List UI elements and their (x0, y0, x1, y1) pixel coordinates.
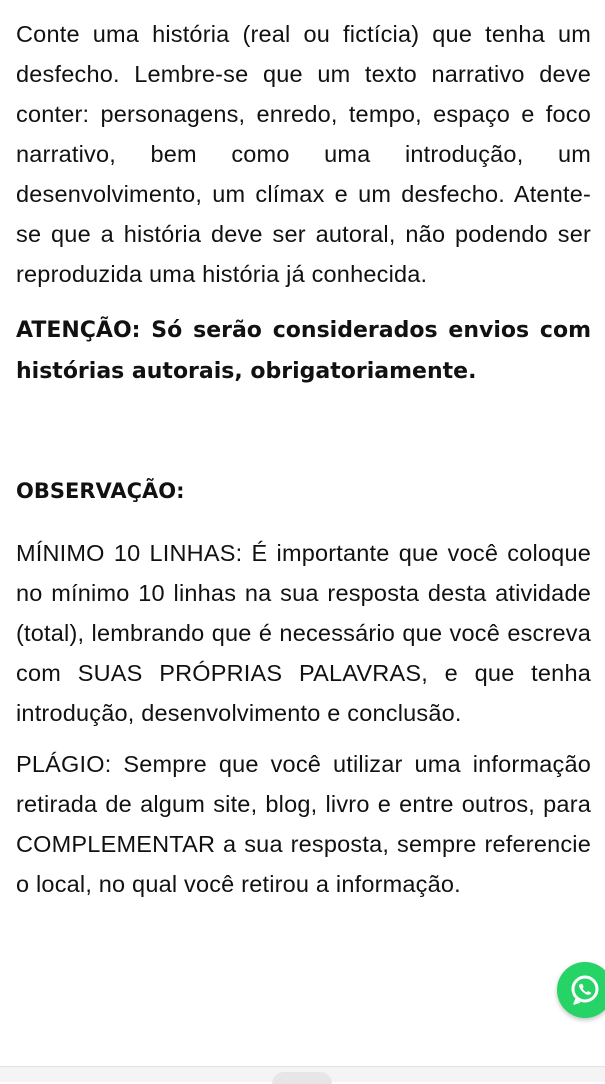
whatsapp-button[interactable] (557, 962, 605, 1018)
activity-instructions (16, 14, 591, 904)
minimum-lines-paragraph: MÍNIMO 10 LINHAS: É importante que você coloque no mínimo 10 linhas na sua resposta desta atividade (total), lembrando que é necessário que você escreva com SUAS PRÓPRIAS PALAVRAS, e que tenha introdução, desenvolvimento e conclusão. (16, 540, 591, 726)
bottom-handle (272, 1072, 332, 1084)
whatsapp-icon (568, 973, 602, 1007)
observation-title: OBSERVAÇÃO: (16, 479, 185, 503)
intro-paragraph: Conte uma história (real ou fictícia) que tenha um desfecho. Lembre-se que um texto narrativo deve conter: personagens, enredo, tempo, espaço e foco narrativo, bem como uma introdução, um desenvolvimento, um clímax e um desfecho. Atente-se que a história deve ser autoral, não podendo ser reproduzida uma história já conhecida. (16, 21, 591, 287)
plagiarism-paragraph: PLÁGIO: Sempre que você utilizar uma informação retirada de algum site, blog, livro e entre outros, para COMPLEMENTAR a sua resposta, sempre referencie o local, no qual você retirou a informação. (16, 751, 591, 897)
warning-paragraph: ATENÇÃO: Só serão considerados envios com histórias autorais, obrigatoriamente. (16, 318, 591, 384)
